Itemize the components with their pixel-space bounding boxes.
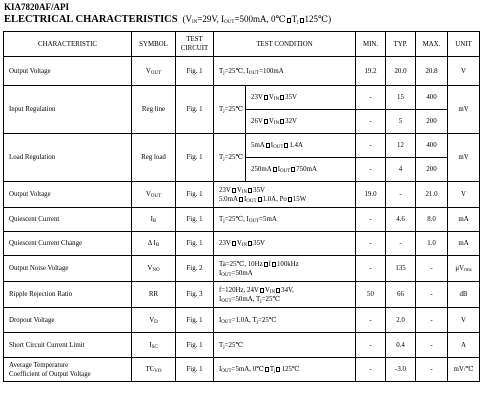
max-cell: 400 [416, 134, 448, 158]
symbol-cell: Reg load [132, 134, 176, 182]
characteristic-cell [4, 358, 132, 382]
condition-sub-cell: 250mA $I_{OUT}$ 750mA [246, 158, 356, 182]
typ-cell: 15 [386, 86, 416, 110]
condition-cell: 23V $V_{IN}$ 35V 5.0mA $I_{OUT}$ 1.0A, Po 15W [214, 182, 356, 208]
unit-cell: mV [448, 134, 480, 182]
table-row [4, 282, 480, 308]
min-cell: - [356, 232, 386, 256]
circuit-cell: Fig. 1 [176, 232, 214, 256]
typ-cell: -3.0 [386, 358, 416, 382]
min-cell: - [356, 308, 386, 333]
symbol-cell: $I_B$ [132, 208, 176, 232]
min-cell: - [356, 333, 386, 358]
typ-cell: 20.0 [386, 57, 416, 86]
table-row [4, 358, 480, 382]
max-cell: - [416, 256, 448, 282]
circuit-cell: Fig. 3 [176, 282, 214, 308]
symbol-cell: $I_{SC}$ [132, 333, 176, 358]
max-cell: - [416, 282, 448, 308]
circuit-cell: Fig. 1 [176, 134, 214, 182]
condition-cell: f=120Hz, 24V $V_{IN}$ 34V, $I_{OUT}=50mA$, $T_j=25℃$ [214, 282, 356, 308]
max-cell: 400 [416, 86, 448, 110]
circuit-cell: Fig. 1 [176, 182, 214, 208]
typ-cell: 4.6 [386, 208, 416, 232]
circuit-cell: Fig. 1 [176, 333, 214, 358]
min-cell: - [356, 208, 386, 232]
col-characteristic: CHARACTERISTIC [4, 32, 132, 57]
circuit-cell: Fig. 2 [176, 256, 214, 282]
condition-main-cell: $T_j=25℃$ [214, 134, 246, 182]
max-cell: 200 [416, 158, 448, 182]
characteristic-line-2: Coefficient of Output Voltage [9, 370, 91, 378]
circuit-cell: Fig. 1 [176, 358, 214, 382]
typ-cell: 0.4 [386, 333, 416, 358]
typ-cell: 4 [386, 158, 416, 182]
symbol-cell: RR [132, 282, 176, 308]
section-title [4, 13, 331, 26]
unit-cell: mV/℃ [448, 358, 480, 382]
symbol-cell: $V_{OUT}$ [132, 57, 176, 86]
table-row [4, 208, 480, 232]
col-typ: TYP. [386, 32, 416, 57]
table-row [4, 308, 480, 333]
typ-cell: 66 [386, 282, 416, 308]
circuit-cell: Fig. 1 [176, 57, 214, 86]
header [4, 2, 331, 26]
min-cell: - [356, 256, 386, 282]
min-cell: - [356, 134, 386, 158]
condition-cell: $T_j=25℃$ [214, 333, 356, 358]
max-cell: 200 [416, 110, 448, 134]
min-cell: 19.2 [356, 57, 386, 86]
table-row [4, 134, 480, 158]
condition-cell: $T_j=25℃$, $I_{OUT}=100mA$ [214, 57, 356, 86]
unit-cell: $\mu V_{rms}$ [448, 256, 480, 282]
max-cell: - [416, 333, 448, 358]
characteristic-cell: Ripple Rejection Ratio [4, 282, 132, 308]
col-max: MAX. [416, 32, 448, 57]
unit-cell: A [448, 333, 480, 358]
table-row [4, 333, 480, 358]
characteristic-cell: Dropout Voltage [4, 308, 132, 333]
col-symbol: SYMBOL [132, 32, 176, 57]
general-conditions: ($V_{IN}=29V$, $I_{OUT}=500mA$, 0℃ $T_j$ 125℃) [180, 14, 332, 25]
condition-sub-cell: 5mA $I_{OUT}$ 1.4A [246, 134, 356, 158]
condition-cell: $T_j=25℃$, $I_{OUT}=5mA$ [214, 208, 356, 232]
characteristic-cell: Output Noise Voltage [4, 256, 132, 282]
table-row [4, 232, 480, 256]
col-unit: UNIT [448, 32, 480, 57]
condition-cell: Ta=25℃, 10Hz f 100kHz $I_{OUT}=50mA$ [214, 256, 356, 282]
unit-cell: V [448, 182, 480, 208]
max-cell: 1.0 [416, 232, 448, 256]
circuit-cell: Fig. 1 [176, 308, 214, 333]
col-test-circuit: TEST CIRCUIT [176, 32, 214, 57]
circuit-cell: Fig. 1 [176, 208, 214, 232]
characteristic-cell: Short Circuit Current Limit [4, 333, 132, 358]
symbol-cell: $V_{OUT}$ [132, 182, 176, 208]
symbol-cell: $V_D$ [132, 308, 176, 333]
col-test-condition: TEST CONDITION [214, 32, 356, 57]
typ-cell: - [386, 232, 416, 256]
typ-cell: 2.0 [386, 308, 416, 333]
condition-cell: $I_{OUT}=1.0A$, $T_j=25℃$ [214, 308, 356, 333]
condition-main-cell: $T_j=25℃$ [214, 86, 246, 134]
condition-sub-cell: 26V $V_{IN}$ 32V [246, 110, 356, 134]
col-min: MIN. [356, 32, 386, 57]
unit-cell: mA [448, 208, 480, 232]
typ-cell: - [386, 182, 416, 208]
table-row [4, 256, 480, 282]
symbol-cell: Reg line [132, 86, 176, 134]
characteristic-cell: Output Voltage [4, 182, 132, 208]
condition-cell: 23V $V_{IN}$ 35V [214, 232, 356, 256]
typ-cell: 5 [386, 110, 416, 134]
circuit-cell: Fig. 1 [176, 86, 214, 134]
characteristic-cell: Input Regulation [4, 86, 132, 134]
unit-cell: mV [448, 86, 480, 134]
min-cell: 50 [356, 282, 386, 308]
table-row [4, 86, 480, 110]
symbol-cell: Δ $I_B$ [132, 232, 176, 256]
max-cell: 8.0 [416, 208, 448, 232]
min-cell: - [356, 158, 386, 182]
characteristic-cell: Output Voltage [4, 57, 132, 86]
max-cell: 21.0 [416, 182, 448, 208]
header-row [4, 32, 480, 57]
table-row [4, 182, 480, 208]
electrical-characteristics-table [3, 31, 480, 382]
max-cell: - [416, 358, 448, 382]
unit-cell: mA [448, 232, 480, 256]
max-cell: 20.8 [416, 57, 448, 86]
characteristic-cell: Quiescent Current Change [4, 232, 132, 256]
characteristic-cell: Load Regulation [4, 134, 132, 182]
typ-cell: 12 [386, 134, 416, 158]
min-cell: - [356, 358, 386, 382]
part-number: KIA7820AF/API [4, 2, 69, 12]
condition-cell: $I_{OUT}=5mA$, 0℃ $T_j$ 125℃ [214, 358, 356, 382]
symbol-cell: $V_{NO}$ [132, 256, 176, 282]
max-cell: - [416, 308, 448, 333]
min-cell: 19.0 [356, 182, 386, 208]
min-cell: - [356, 86, 386, 110]
unit-cell: V [448, 57, 480, 86]
table-row [4, 57, 480, 86]
characteristic-cell: Quiescent Current [4, 208, 132, 232]
symbol-cell: $TC_{VO}$ [132, 358, 176, 382]
unit-cell: dB [448, 282, 480, 308]
typ-cell: 135 [386, 256, 416, 282]
unit-cell: V [448, 308, 480, 333]
section-title-text: ELECTRICAL CHARACTERISTICS [4, 14, 178, 25]
characteristic-line-1: Average Temperature [9, 361, 69, 369]
min-cell: - [356, 110, 386, 134]
condition-sub-cell: 23V $V_{IN}$ 35V [246, 86, 356, 110]
